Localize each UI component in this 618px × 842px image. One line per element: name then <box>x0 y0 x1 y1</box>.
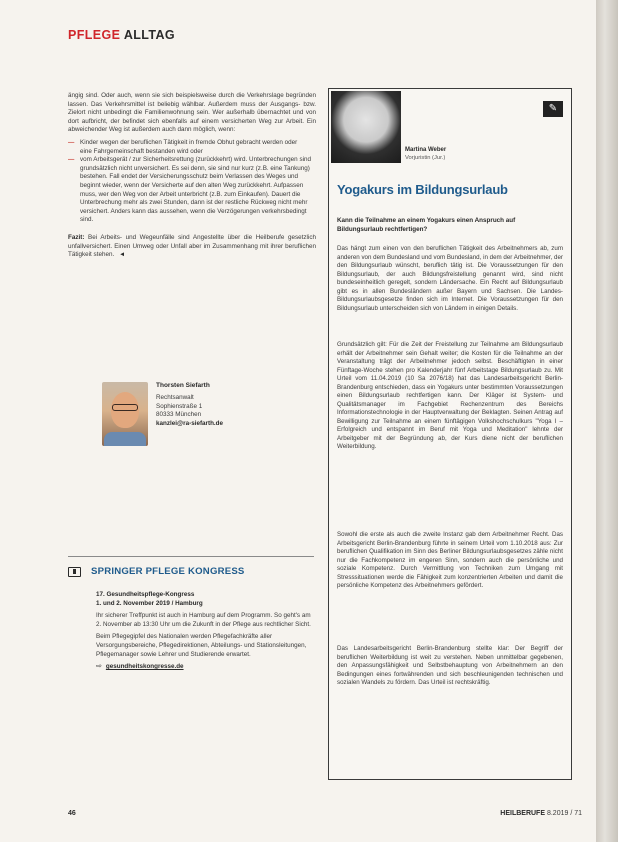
bullet-text: eine Fahrgemeinschaft bestanden wird oder <box>80 147 203 155</box>
article-continuation <box>68 92 316 135</box>
list-item <box>68 156 316 225</box>
box-paragraph: Das hängt zum einen von den beruflichen Tätigkeit des Arbeitnehmers ab, zum anderen von dem Bundesland und vom Bundesland, in dem der Arbeitnehmer, der den Bildungsurlaub wünscht, beruflich tätig ist. Die Voraussetzungen für den Bildungsurlaub, der auch Bildungsfreistellung genannt wird, sind nicht bundeseinheitlich geregelt, sondern Ländersache. Ein Recht auf Bildungsurlaub gibt es in allen Bundesländern außer Bayern und Sachsen. Die Landes-Bildungsurlaubsgesetze finden sich im Internet. Die Voraussetzungen für den Bildungsurlaub unterscheiden sich von Ländern in einigen Details. <box>337 245 563 312</box>
box-paragraph: Grundsätzlich gilt: Für die Zeit der Freistellung zur Teilnahme am Bildungsurlaub erhält der Arbeitnehmer sein Gehalt weiter; die Kosten für die Teilnahme an der Veranstaltung trägt der Arbeitnehmer jedoch selbst. Beschäftigten in einer Fünftage-Woche stehen pro Kalenderjahr fünf Arbeitstage Bildungsurlaub zu. Mit Urteil vom 11.04.2019 (10 Sa 2076/18) hat das Landesarbeitsgericht Berlin-Brandenburg entschieden, dass ein Yogakurs unter bestimmten Voraussetzungen einen Bildungsurlaub rechtfertigen kann. Der Kläger ist System- und Qualitätsmanager im Fachgebiet Rechenzentrum des Bereichs Informationstechnologie in der Hauptverwaltung der Beklagten. Seinen Antrag auf Bewilligung zur Teilnahme an einem fünftägigen Volkshochschulkurs "Yoga I – Erfolgreich und entspannt im Beruf mit Yoga und Meditation" lehnte der Arbeitgeber mit der Begründung ab, der Kurs diene nicht der beruflichen Weiterbildung. <box>337 341 563 450</box>
author-line: 80333 München <box>156 411 202 419</box>
end-mark: ◄ <box>118 251 126 259</box>
section-header <box>68 28 175 42</box>
kongress-event: 17. Gesundheitspflege-Kongress <box>96 591 195 598</box>
bullet-dash: — <box>68 138 75 146</box>
list-item <box>68 139 316 148</box>
expert-column-box <box>328 88 572 780</box>
author-line: Rechtsanwalt <box>156 393 194 401</box>
kongress-header <box>68 566 314 577</box>
author-line: Sophienstraße 1 <box>156 402 203 410</box>
box-title: Yogakurs im Bildungsurlaub <box>337 182 508 197</box>
bullet-text: vom Arbeitsgerät / zur Sicherheitsrettung (zurückkehrt) wird. Unterbrechungen sind grundsätzlich nicht unversichert. Es sei denn, sie sind nur kurz (z.B. eine Tankung) bestehen. Fall endet der Versicherungsschutz beim Verlassen des Weges und beginnt wieder, wenn der Versicherte auf den alten Weg zurückkehrt. Aufpassen muss, wer den Weg von der Arbeit unterbricht (z.B. zum Einkaufen). Dauert die Unterbrechung mehr als zwei Stunden, dann ist der restliche Rückweg nicht mehr versichert. Anders kann das aussehen, wenn die Verzögerungen verkehrsbedingt sind. <box>80 156 311 224</box>
box-paragraph: Das Landesarbeitsgericht Berlin-Brandenburg stellte klar: Der Begriff der beruflichen Weiterbildung ist weit zu verstehen. Neben unmittelbar gegebenen, den Anpassungsfähigkeit und Selbstbehauptung von Arbeitnehmern an den Bedingungen eines fortwährenden und sich beschleunigenden technischen und sozialen Wandels zu fördern. Das Urteil ist rechtskräftig. <box>337 645 563 686</box>
intro-paragraph: ängig sind. Oder auch, wenn sie sich beispielsweise durch die Verkehrslage begründen lassen. Das Verkehrsmittel ist beliebig wählbar. Außerdem muss der Ausgangs- bzw. Zielort nicht unbedingt die Familienwohnung sein. Wer außerhalb übernachtet und von dort aufbricht, der befindet sich ebenfalls auf einem versicherten Weg zur Arbeit. Ein abweichender Weg ist außerdem auch dann möglich, wenn: <box>68 92 316 134</box>
book-icon <box>68 567 81 577</box>
section-name: ALLTAG <box>123 28 176 42</box>
kongress-box <box>68 566 314 672</box>
magazine-name: HEILBERUFE <box>500 810 546 817</box>
magazine-credit <box>500 810 582 817</box>
fazit-text: Bei Arbeits- und Wegeunfälle sind Angestellte über die Heilberufe gesetzlich unfallversichert. Einen Umweg oder Unfall aber im Zusammenhang mit ihrer beruflichen Tätigkeit stehen. <box>68 233 316 259</box>
kongress-url[interactable]: gesundheitskongresse.de <box>105 663 184 671</box>
kongress-body <box>96 591 314 672</box>
author-info <box>156 382 223 429</box>
author-photo <box>102 382 148 446</box>
box-author-name: Martina Weber <box>405 147 447 153</box>
author-name: Thorsten Siefarth <box>156 382 210 389</box>
bullet-text: Kinder wegen der beruflichen Tätigkeit in fremde Obhut gebracht werden oder <box>80 138 298 146</box>
fazit-paragraph <box>68 234 316 260</box>
box-author-role: Vorjuristin (Jur.) <box>405 155 446 161</box>
page-number: 46 <box>68 810 76 817</box>
bullet-dash: — <box>68 156 75 164</box>
left-column <box>68 92 316 260</box>
fazit-label: Fazit: <box>68 233 85 241</box>
kongress-text: Ihr sicherer Treffpunkt ist auch in Hamburg auf dem Programm. So geht's am 2. November ab 13:30 Uhr um die Zukunft in der Pflege aus rechtlicher Sicht. <box>96 612 311 628</box>
page-edge <box>596 0 618 842</box>
kongress-text: Beim Pflegegipfel des Nationalen werden Pflegefachkräfte aller Versorgungsbereiche, Pflegedirektionen, Abteilungs- und Stationsleitungen, Pflegemanager sowie Lehrer und Studierende erwartet. <box>96 633 307 658</box>
kongress-date: 1. und 2. November 2019 / Hamburg <box>96 599 203 607</box>
pen-icon: ✎ <box>543 101 563 117</box>
external-link-icon: ⇨ <box>96 663 102 671</box>
box-question: Kann die Teilnahme an einem Yogakurs einen Anspruch auf Bildungsurlaub rechtfertigen? <box>337 217 516 233</box>
list-item <box>68 148 316 157</box>
author-block <box>102 382 312 456</box>
kongress-title: SPRINGER PFLEGE KONGRESS <box>91 566 245 577</box>
box-paragraph: Sowohl die erste als auch die zweite Instanz gab dem Arbeitnehmer Recht. Das Arbeitsgericht Berlin-Brandenburg führte in seinem Urteil vom 1.10.2018 aus: Zur beruflichen Qualifikation im Sinn des Berliner Bildungsurlaubsgesetzes zähle nicht nur die Fachkompetenz im engeren Sinn, sondern auch die persönliche und soziale Kompetenz. Durch Vermittlung von Techniken zum Umgang mit Stresssituationen werde die Fähigkeit zum konzentrierten Arbeiten und damit die persönliche Kompetenz des Arbeitnehmers gefördert. <box>337 531 563 589</box>
author-photo <box>331 91 401 163</box>
kongress-link[interactable] <box>96 663 314 672</box>
magazine-issue: 8.2019 / 71 <box>546 810 582 817</box>
divider <box>68 556 314 557</box>
section-brand: PFLEGE <box>68 28 121 42</box>
author-email-link[interactable]: kanzlei@ra-siefarth.de <box>156 420 224 428</box>
